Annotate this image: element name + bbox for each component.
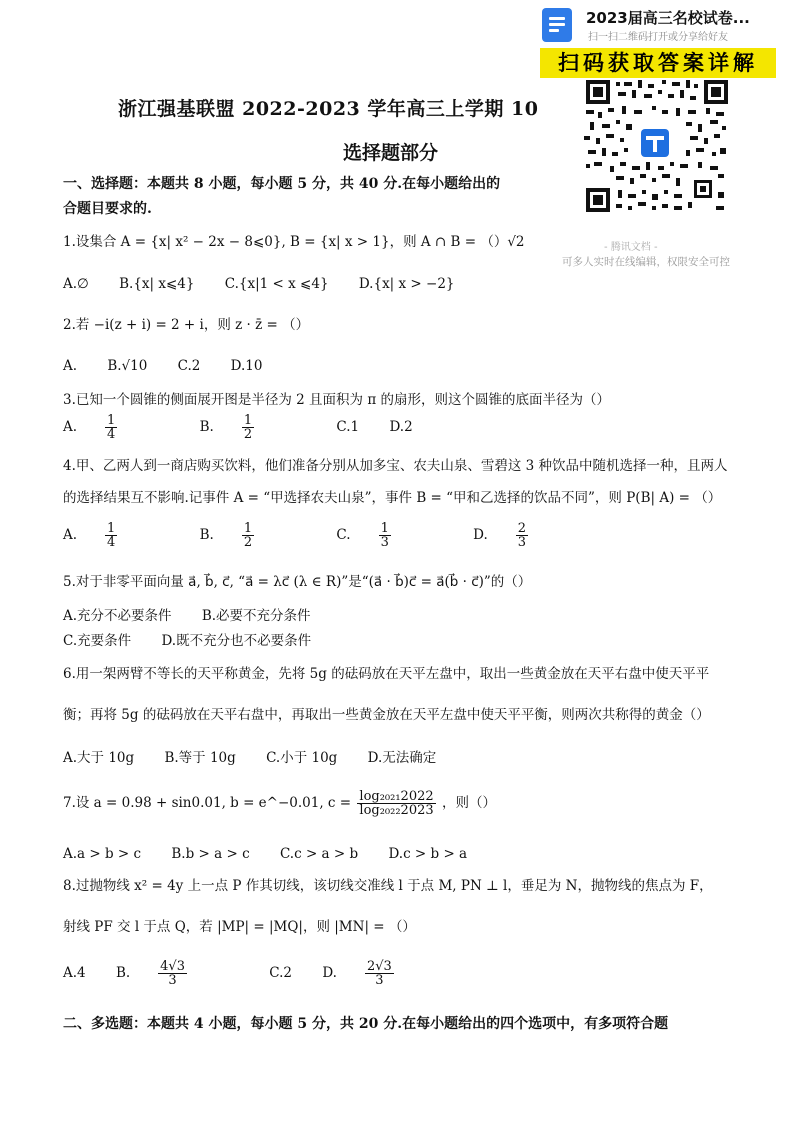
qr-code[interactable] [582,78,730,214]
fraction [379,522,417,549]
option-label: D. [322,965,337,981]
question-7-suffix: ，则（） [441,795,496,811]
option-a: A. [63,358,78,374]
option-b: B.√10 [107,358,148,374]
fraction [105,414,143,441]
option-a: A.a > b > c [63,846,142,862]
section2-heading: 二、多选题：本题共 4 小题，每小题 5 分，共 20 分.在每小题给出的四个选项中，有多项符合题 [63,1016,669,1032]
denominator: 3 [380,535,389,550]
option-d [322,959,445,988]
numerator: log₂₀₂₁2022 [359,789,434,804]
option-d: D.既不充分也不必要条件 [161,633,312,649]
option-c: C.1 [336,419,360,435]
option-d: D.{x| x > −2} [358,276,455,292]
section-title: 选择题部分 [343,142,439,164]
option-c: C.充要条件 [63,633,132,649]
denominator: 3 [517,535,527,550]
numerator: 1 [107,521,116,536]
banner-title[interactable]: 2023届高三名校试卷... [586,9,750,27]
option-d: D.2 [389,419,413,435]
option-label: C. [336,527,351,543]
option-b [199,413,307,442]
numerator: 1 [107,413,116,428]
document-app-icon[interactable] [542,8,572,42]
question-2-options [63,356,288,376]
option-label: B. [199,527,214,543]
section1-heading: 一、选择题：本题共 8 小题，每小题 5 分，共 40 分.在每小题给出的 [63,176,501,192]
question-5-options-row1 [63,606,337,626]
question-4-cont: 的选择结果互不影响.记事件 A = “甲选择农夫山泉”，事件 B = “甲和乙选择的饮品不同”，则 P(B| A) = （） [63,490,722,506]
option-c [336,521,442,550]
scan-for-answers-banner[interactable]: 扫码获取答案详解 [540,48,776,78]
option-d: D.无法确定 [367,750,437,766]
denominator: 2 [243,427,253,442]
numerator: 4√3 [160,959,185,974]
denominator: 4 [107,427,116,442]
question-8-cont: 射线 PF 交 l 于点 Q，若 |MP| = |MQ|，则 |MN| = （） [63,919,416,935]
question-4: 4.甲、乙两人到一商店购买饮料，他们准备分别从加多宝、农夫山泉、雪碧这 3 种饮品中随机选择一种，且两人 [63,458,728,474]
numerator: 2√3 [366,959,392,974]
option-c: C.2 [177,358,201,374]
question-5: 5.对于非零平面向量 a⃗, b⃗, c⃗, “a⃗ = λc⃗ (λ ∈ R)”是“(a⃗ · b⃗)c⃗ = a⃗(b⃗ · c⃗)”的（） [63,574,532,590]
question-2: 2.若 −i(z + i) = 2 + i，则 z · z̄ = （） [63,317,310,333]
question-1-options [63,274,481,294]
denominator: 4 [107,535,116,550]
option-c: C.2 [269,965,293,981]
option-c: C.c > a > b [279,846,359,862]
question-8: 8.过抛物线 x² = 4y 上一点 P 作其切线，该切线交准线 l 于点 M, PN ⊥ l，垂足为 N，抛物线的焦点为 F， [63,878,713,894]
option-a: A.4 [63,965,86,981]
denominator: 2 [243,535,253,550]
fraction [158,960,213,987]
question-7-options [63,844,493,864]
option-b: B.等于 10g [164,750,236,766]
option-b [115,959,239,988]
option-label: B. [115,965,131,981]
question-6: 6.用一架两臂不等长的天平称黄金，先将 5g 的砝码放在天平左盘中，取出一些黄金放在天平右盘中使天平平 [63,666,710,682]
exam-title: 浙江强基联盟 2022-2023 学年高三上学期 10 [118,98,539,120]
option-a [63,413,169,442]
numerator: 1 [243,413,253,428]
option-b: B.必要不充分条件 [201,608,311,624]
fraction [516,522,554,549]
banner-subtitle: 扫一扫二维码打开或分享给好友 [588,32,728,43]
option-b: B.{x| x⩽4} [119,276,195,292]
option-c: C.{x|1 < x ⩽4} [224,276,329,292]
question-7 [63,790,496,817]
numerator: 2 [517,521,527,536]
option-label: B. [199,419,214,435]
question-6-cont: 衡；再将 5g 的砝码放在天平右盘中，再取出一些黄金放在天平左盘中使天平平衡，则两次共称得的黄金（） [63,707,710,723]
fraction [365,960,420,987]
question-6-options [63,748,462,768]
question-5-options-row2 [63,631,337,651]
option-a [63,521,169,550]
numerator: 1 [243,521,253,536]
fraction [242,414,280,441]
option-d: D.10 [230,358,263,374]
option-b: B.b > a > c [171,846,250,862]
question-4-options [63,522,606,549]
fraction [242,522,280,549]
question-3-options [63,414,439,441]
qr-caption-desc: 可多人实时在线编辑，权限安全可控 [562,256,730,268]
denominator: 3 [168,973,177,988]
denominator: 3 [375,973,384,988]
numerator: 1 [380,521,389,536]
option-d [473,521,580,550]
question-1: 1.设集合 A = {x| x² − 2x − 8⩽0}, B = {x| x > 1}，则 A ∩ B = （）√2 [63,234,525,250]
question-8-options [63,960,472,987]
question-3: 3.已知一个圆锥的侧面展开图是半径为 2 且面积为 π 的扇形，则这个圆锥的底面半径为（） [63,392,611,408]
question-7-prefix: 7.设 a = 0.98 + sin0.01, b = e^−0.01, c = [63,795,352,811]
option-b [199,521,307,550]
fraction [357,790,435,817]
option-label: A. [63,419,78,435]
option-a: A.∅ [63,276,89,292]
option-label: D. [473,527,488,543]
option-label: A. [63,527,78,543]
option-d: D.c > b > a [388,846,468,862]
denominator: log₂₀₂₂2023 [359,803,434,818]
option-c: C.小于 10g [266,750,338,766]
section1-heading-cont: 合题目要求的. [63,201,152,217]
qr-caption-brand: - 腾讯文档 - [604,242,658,253]
fraction [105,522,143,549]
option-a: A.充分不必要条件 [63,608,172,624]
option-a: A.大于 10g [63,750,135,766]
